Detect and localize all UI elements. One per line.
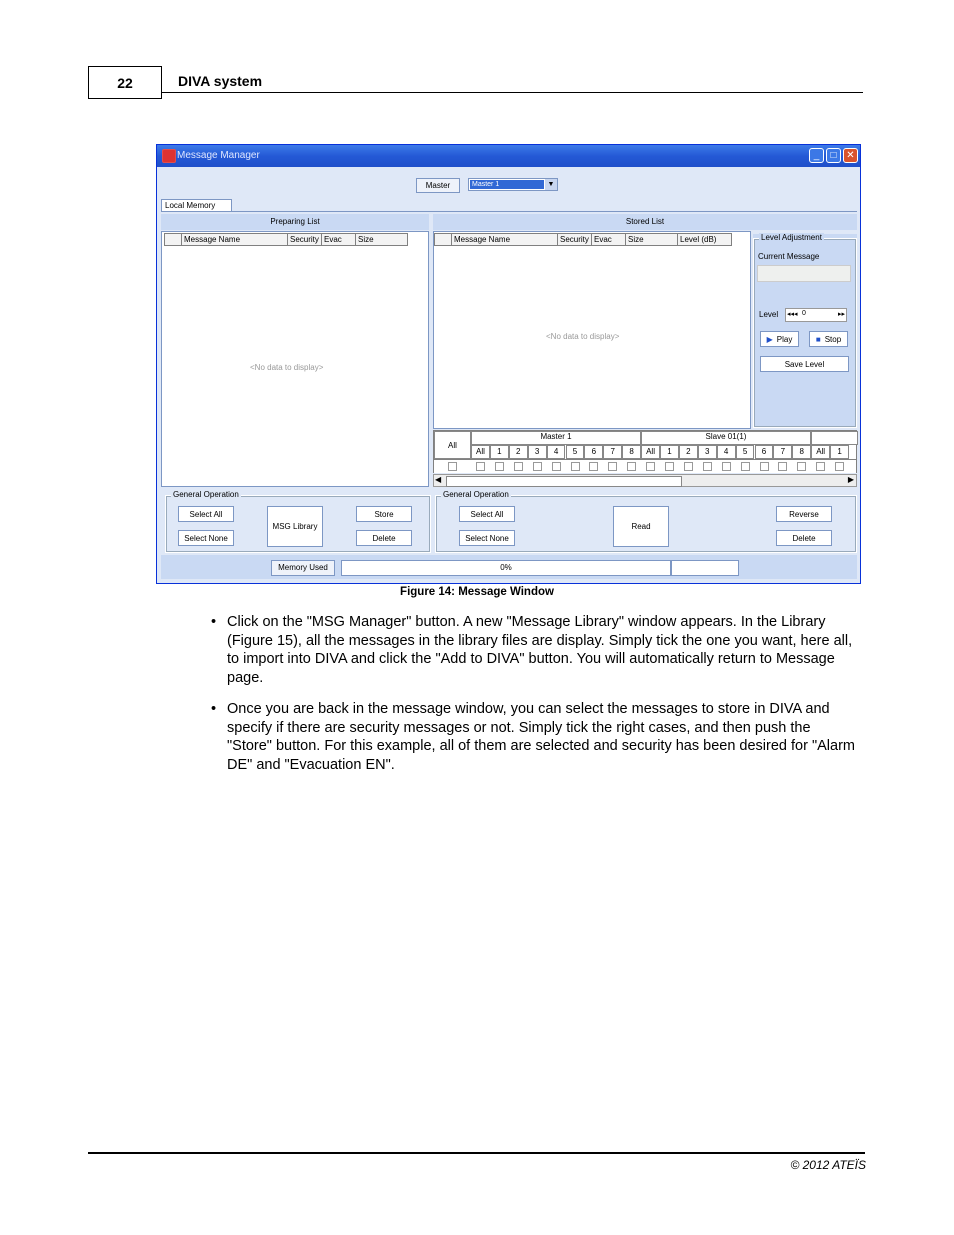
page-number: 22 xyxy=(88,66,162,99)
group-label: General Operation xyxy=(173,490,239,499)
zone-checkbox[interactable] xyxy=(552,462,561,471)
play-label: Play xyxy=(776,334,793,344)
zone-checkbox[interactable] xyxy=(760,462,769,471)
zone-checkbox-all[interactable] xyxy=(448,462,457,471)
scroll-right-icon[interactable]: ▶ xyxy=(847,475,854,484)
memory-extra-field xyxy=(671,560,739,576)
title-bar[interactable] xyxy=(157,145,860,167)
level-adjustment-panel xyxy=(753,234,857,428)
zone-checkbox-row xyxy=(433,460,857,473)
column-header[interactable]: Message Name xyxy=(452,233,558,246)
group-label: General Operation xyxy=(443,490,509,499)
grid-column-header[interactable]: 3 xyxy=(528,445,547,459)
grid-column-header[interactable]: 2 xyxy=(679,445,698,459)
grid-column-header[interactable]: 6 xyxy=(584,445,603,459)
zone-checkbox[interactable] xyxy=(703,462,712,471)
stop-label: Stop xyxy=(824,334,842,344)
app-icon xyxy=(162,149,176,163)
zone-checkbox[interactable] xyxy=(835,462,844,471)
message-manager-window xyxy=(156,144,861,584)
msg-library-button[interactable]: MSG Library xyxy=(267,506,323,547)
grid-column-header[interactable]: 5 xyxy=(736,445,755,459)
grid-all-header[interactable]: All xyxy=(434,431,471,459)
level-value: 0 xyxy=(802,310,806,317)
preparing-list-title: Preparing List xyxy=(161,214,429,230)
column-header[interactable]: Level (dB) xyxy=(678,233,732,246)
stop-button[interactable] xyxy=(809,331,848,347)
zone-checkbox[interactable] xyxy=(514,462,523,471)
footer-rule xyxy=(88,1152,865,1154)
grid-column-header[interactable]: 8 xyxy=(792,445,811,459)
store-button[interactable]: Store xyxy=(356,506,412,522)
grid-extra-header xyxy=(811,431,858,445)
header-rule xyxy=(162,92,863,93)
stored-list-columns xyxy=(434,233,732,246)
zone-checkbox[interactable] xyxy=(797,462,806,471)
figure-caption: Figure 14: Message Window xyxy=(400,586,554,598)
current-message-field xyxy=(757,265,851,282)
status-bar xyxy=(161,555,857,579)
scroll-left-icon[interactable]: ◀ xyxy=(435,475,442,484)
zone-checkbox[interactable] xyxy=(589,462,598,471)
close-icon[interactable]: ✕ xyxy=(843,148,858,163)
zone-checkbox[interactable] xyxy=(608,462,617,471)
preparing-list-columns xyxy=(164,233,408,246)
grid-column-header[interactable]: 1 xyxy=(660,445,679,459)
column-header[interactable]: Size xyxy=(356,233,408,246)
column-header[interactable]: Size xyxy=(626,233,678,246)
stored-list[interactable] xyxy=(433,231,751,429)
grid-column-header[interactable]: 2 xyxy=(509,445,528,459)
level-adjustment-label: Level Adjustment xyxy=(761,233,822,242)
empty-message: <No data to display> xyxy=(546,332,620,341)
memory-progress-bar: 0% xyxy=(341,560,671,576)
grid-column-header[interactable]: All xyxy=(471,445,490,459)
reverse-button[interactable]: Reverse xyxy=(776,506,832,522)
master-label: Master xyxy=(416,178,460,193)
grid-column-header[interactable]: 7 xyxy=(773,445,792,459)
level-stepper[interactable] xyxy=(785,308,847,322)
column-header[interactable]: Security xyxy=(288,233,322,246)
left-general-operation-group xyxy=(165,490,431,553)
window-title: Message Manager xyxy=(177,150,260,161)
zone-grid xyxy=(433,430,857,460)
grid-column-header[interactable]: 8 xyxy=(622,445,641,459)
maximize-icon[interactable]: □ xyxy=(826,148,841,163)
save-level-button[interactable]: Save Level xyxy=(760,356,849,372)
grid-column-header[interactable]: 3 xyxy=(698,445,717,459)
tab-local-memory[interactable]: Local Memory xyxy=(161,199,232,212)
grid-master-header: Master 1 xyxy=(471,431,641,445)
column-header[interactable]: Evac xyxy=(322,233,356,246)
select-all-button[interactable]: Select All xyxy=(178,506,234,522)
zone-checkbox[interactable] xyxy=(476,462,485,471)
right-general-operation-group xyxy=(435,490,857,553)
rewind-icon[interactable]: ◂◂◂ xyxy=(787,311,798,318)
instruction-list xyxy=(207,613,859,787)
zone-checkbox[interactable] xyxy=(495,462,504,471)
memory-used-label: Memory Used xyxy=(271,560,335,576)
zone-checkbox[interactable] xyxy=(533,462,542,471)
preparing-list[interactable] xyxy=(161,231,429,487)
delete-button[interactable]: Delete xyxy=(356,530,412,546)
zone-checkbox[interactable] xyxy=(571,462,580,471)
select-none-button[interactable]: Select None xyxy=(178,530,234,546)
zone-checkbox[interactable] xyxy=(722,462,731,471)
empty-message: <No data to display> xyxy=(250,363,324,372)
forward-icon[interactable]: ▸▸ xyxy=(837,311,845,318)
grid-column-header[interactable]: 4 xyxy=(717,445,736,459)
zone-checkbox[interactable] xyxy=(684,462,693,471)
grid-column-header[interactable]: 4 xyxy=(547,445,566,459)
column-header[interactable]: Message Name xyxy=(182,233,288,246)
zone-checkbox[interactable] xyxy=(816,462,825,471)
column-header[interactable]: Security xyxy=(558,233,592,246)
select-none-button[interactable]: Select None xyxy=(459,530,515,546)
column-header[interactable]: Evac xyxy=(592,233,626,246)
page-header-title: DIVA system xyxy=(178,73,263,89)
level-label: Level xyxy=(759,310,779,319)
list-item: • Click on the "MSG Manager" button. A new "Message Library" window appears. In the Library (Figure 15), all the messages in the library files are display. Simply tick the one you want, here all, to import into DIVA and click the "Add to DIVA" button. You will automatically return to Message page. xyxy=(207,613,859,688)
play-icon: ▶ xyxy=(766,334,773,344)
grid-slave-header: Slave 01(1) xyxy=(641,431,811,445)
master-select[interactable] xyxy=(468,178,558,191)
zone-checkbox[interactable] xyxy=(778,462,787,471)
grid-column-header[interactable]: 1 xyxy=(490,445,509,459)
tab-divider xyxy=(161,211,857,212)
column-header[interactable] xyxy=(434,233,452,246)
grid-column-header[interactable]: 1 xyxy=(830,445,849,459)
column-header[interactable] xyxy=(164,233,182,246)
master-select-value: Master 1 xyxy=(470,180,544,189)
stop-icon: ■ xyxy=(815,334,821,344)
delete-button[interactable]: Delete xyxy=(776,530,832,546)
zone-checkbox[interactable] xyxy=(627,462,636,471)
play-button[interactable] xyxy=(760,331,799,347)
zone-checkbox[interactable] xyxy=(646,462,655,471)
select-all-button[interactable]: Select All xyxy=(459,506,515,522)
current-message-label: Current Message xyxy=(758,252,820,261)
scroll-thumb[interactable] xyxy=(446,476,682,487)
minimize-icon[interactable]: _ xyxy=(809,148,824,163)
grid-column-header[interactable]: 6 xyxy=(755,445,774,459)
chevron-down-icon[interactable]: ▼ xyxy=(545,179,557,190)
grid-column-header[interactable]: All xyxy=(811,445,830,459)
read-button[interactable]: Read xyxy=(613,506,669,547)
stored-list-title: Stored List xyxy=(433,214,857,230)
zone-checkbox[interactable] xyxy=(741,462,750,471)
grid-column-header[interactable]: 5 xyxy=(566,445,585,459)
copyright: © 2012 ATEÏS xyxy=(790,1158,866,1172)
zone-checkbox[interactable] xyxy=(665,462,674,471)
grid-column-header[interactable]: 7 xyxy=(603,445,622,459)
horizontal-scrollbar[interactable] xyxy=(433,474,857,487)
list-item: • Once you are back in the message window, you can select the messages to store in DIVA and specify if there are security messages or not. Simply tick the right cases, and then push the "Store" button. For this example, all of them are selected and security has been desired for "Alarm DE" and "Evacuation EN". xyxy=(207,700,859,775)
grid-column-header[interactable]: All xyxy=(641,445,660,459)
